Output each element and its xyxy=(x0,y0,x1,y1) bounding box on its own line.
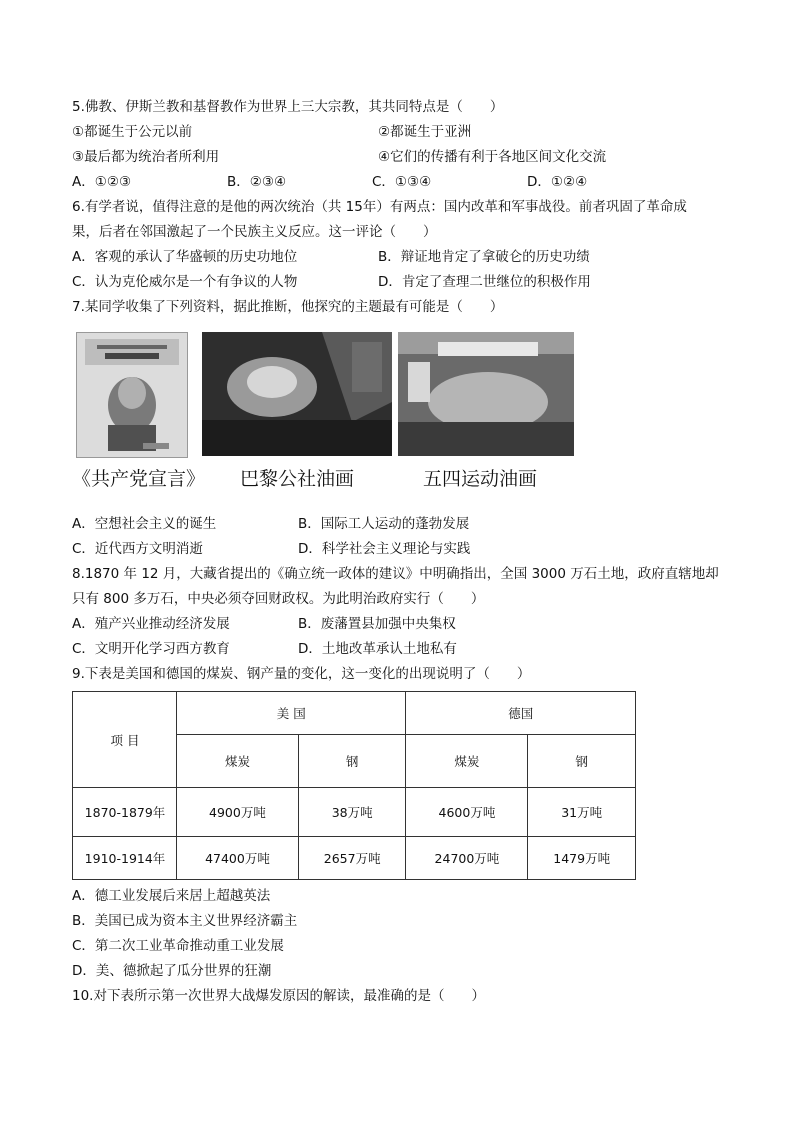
q9-option-a: A．德工业发展后来居上超越英法 xyxy=(72,888,271,904)
q7-stem: 7.某同学收集了下列资料，据此推断，他探究的主题最有可能是（ ） xyxy=(72,299,504,315)
q6-options-row1 xyxy=(72,245,732,270)
q9-option-d: D．美、德掀起了瓜分世界的狂潮 xyxy=(72,963,272,979)
q6-option-c: C．认为克伦威尔是一个有争议的人物 xyxy=(72,274,298,290)
q6-stem-line2: 果，后者在邻国激起了一个民族主义反应。这一评论（ ） xyxy=(72,224,437,240)
de-coal-header: 煤炭 xyxy=(406,735,528,788)
us-coal-cell: 47400万吨 xyxy=(177,837,299,880)
de-steel-cell: 1479万吨 xyxy=(528,837,636,880)
q9-option-b: B．美国已成为资本主义世界经济霸主 xyxy=(72,913,298,929)
q7-option-d: D．科学社会主义理论与实践 xyxy=(298,541,471,557)
q5-items-row1 xyxy=(72,120,732,145)
caption-may-fourth: 五四运动油画 xyxy=(423,468,538,490)
q7-option-c: C．近代西方文明消逝 xyxy=(72,541,203,557)
item-header: 项 目 xyxy=(73,692,177,788)
q5-items-row2 xyxy=(72,145,732,170)
q7-options-row2 xyxy=(72,537,732,562)
us-coal-cell: 4900万吨 xyxy=(177,788,299,837)
q7-option-a: A．空想社会主义的诞生 xyxy=(72,516,217,532)
manifesto-cover-image xyxy=(76,332,188,458)
q9-option-c: C．第二次工业革命推动重工业发展 xyxy=(72,938,284,954)
q8-options-row2 xyxy=(72,637,732,662)
q7-option-b: B．国际工人运动的蓬勃发展 xyxy=(298,516,470,532)
table-header-row xyxy=(73,692,636,735)
period-cell: 1910-1914年 xyxy=(73,837,177,880)
q9-stem: 9.下表是美国和德国的煤炭、钢产量的变化，这一变化的出现说明了（ ） xyxy=(72,666,531,682)
q8-option-d: D．土地改革承认土地私有 xyxy=(298,641,457,657)
paris-commune-painting xyxy=(202,332,392,456)
q8-option-b: B．废藩置县加强中央集权 xyxy=(298,616,456,632)
q6-option-d: D．肯定了查理二世继位的积极作用 xyxy=(378,274,591,290)
us-steel-cell: 38万吨 xyxy=(298,788,406,837)
q5-item-1: ①都诞生于公元以前 xyxy=(72,124,193,140)
us-coal-header: 煤炭 xyxy=(177,735,299,788)
de-steel-cell: 31万吨 xyxy=(528,788,636,837)
caption-manifesto: 《共产党宣言》 xyxy=(72,468,206,490)
q5-item-4: ④它们的传播有利于各地区间文化交流 xyxy=(378,149,607,165)
q6-options-row2 xyxy=(72,270,732,295)
q8-option-c: C．文明开化学习西方教育 xyxy=(72,641,230,657)
de-steel-header: 钢 xyxy=(528,735,636,788)
q5-options xyxy=(72,170,732,195)
q8-stem-line1: 8.1870 年 12 月，大藏省提出的《确立统一政体的建议》中明确指出，全国 3000 万石土地，政府直辖地却 xyxy=(72,566,719,582)
may-fourth-painting xyxy=(398,332,574,456)
q5-option-b: B．②③④ xyxy=(227,174,287,190)
exam-page xyxy=(72,95,732,1009)
q6-option-a: A．客观的承认了华盛顿的历史功地位 xyxy=(72,249,298,265)
q5-option-c: C．①③④ xyxy=(372,174,432,190)
country-us-header: 美 国 xyxy=(177,692,406,735)
production-table xyxy=(72,691,636,880)
de-coal-cell: 24700万吨 xyxy=(406,837,528,880)
q8-options-row1 xyxy=(72,612,732,637)
table-row xyxy=(73,837,636,880)
table-row xyxy=(73,788,636,837)
caption-paris-commune: 巴黎公社油画 xyxy=(240,468,355,490)
q6-option-b: B．辩证地肯定了拿破仑的历史功绩 xyxy=(378,249,590,265)
us-steel-cell: 2657万吨 xyxy=(298,837,406,880)
q5-option-a: A．①②③ xyxy=(72,174,132,190)
q6-stem-line1: 6.有学者说，值得注意的是他的两次统治（共 15年）有两点：国内改革和军事战役。前者巩固了革命成 xyxy=(72,199,687,215)
q5-option-d: D．①②④ xyxy=(527,174,588,190)
q5-stem: 5.佛教、伊斯兰教和基督教作为世界上三大宗教，其共同特点是（ ） xyxy=(72,99,504,115)
us-steel-header: 钢 xyxy=(298,735,406,788)
q5-item-3: ③最后都为统治者所利用 xyxy=(72,149,220,165)
de-coal-cell: 4600万吨 xyxy=(406,788,528,837)
q7-options-row1 xyxy=(72,512,732,537)
q5-item-2: ②都诞生于亚洲 xyxy=(378,124,472,140)
q10-stem: 10.对下表所示第一次世界大战爆发原因的解读，最准确的是（ ） xyxy=(72,988,485,1004)
q8-stem-line2: 只有 800 多万石，中央必须夺回财政权。为此明治政府实行（ ） xyxy=(72,591,485,607)
country-de-header: 德国 xyxy=(406,692,636,735)
q8-option-a: A．殖产兴业推动经济发展 xyxy=(72,616,230,632)
q7-figures xyxy=(72,322,732,512)
period-cell: 1870-1879年 xyxy=(73,788,177,837)
